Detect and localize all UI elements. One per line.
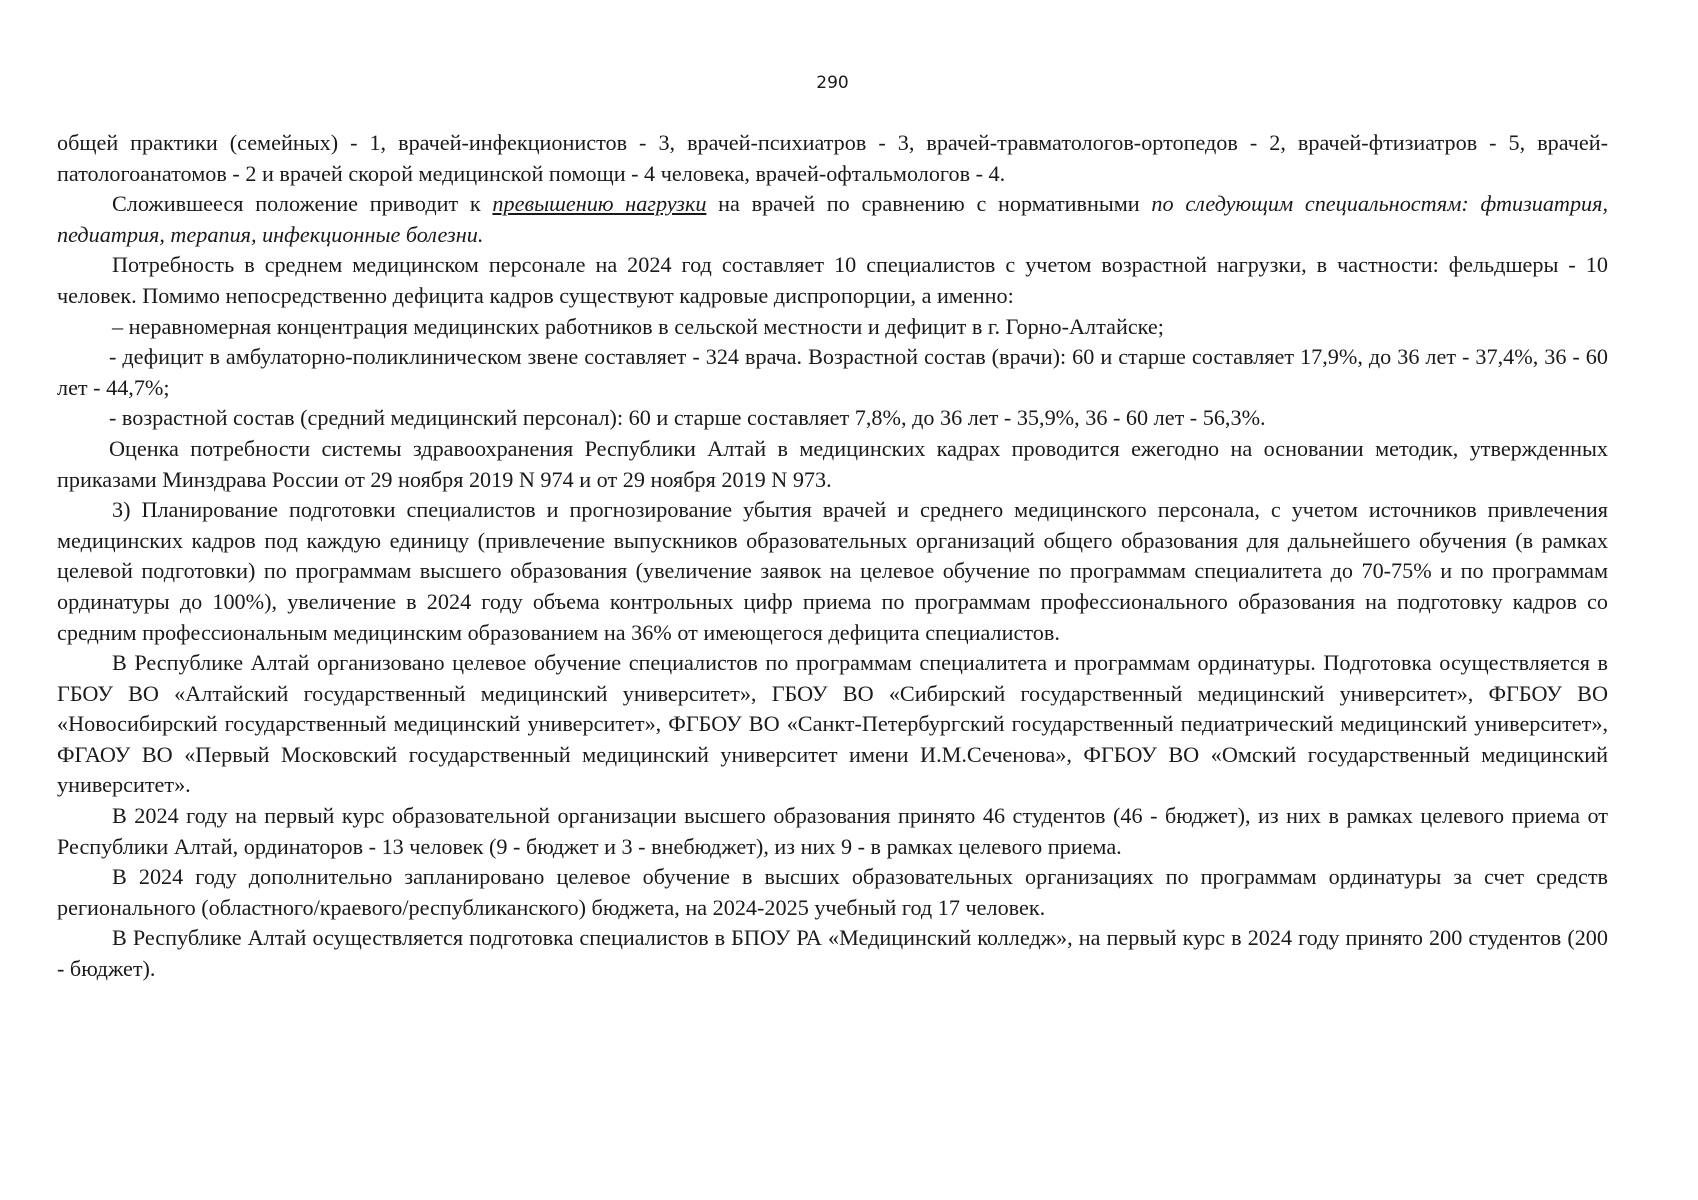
paragraph-nursing-need: Потребность в среднем медицинском персонале на 2024 год составляет 10 специалистов с учетом возрастной нагрузки, в частности: фельдшеры - 10 человек. Помимо непосредственно дефицита кадров существуют кадровые диспропорции, а именно:	[57, 252, 1608, 308]
document-body	[57, 128, 1608, 985]
paragraph-workload	[57, 189, 1608, 250]
workload-text-start: Сложившееся положение приводит к	[112, 191, 493, 217]
paragraph-doctor-deficit: - дефицит в амбулаторно-поликлиническом звене составляет - 324 врача. Возрастной состав (врачи): 60 и старше составляет 17,9%, до 36 лет - 37,4%, 36 - 60 лет - 44,7%;	[57, 344, 1608, 400]
paragraph-rural-concentration: – неравномерная концентрация медицинских работников в сельской местности и дефицит в г. Горно-Алтайске;	[112, 313, 1164, 339]
paragraph-needs-assessment: Оценка потребности системы здравоохранения Республики Алтай в медицинских кадрах проводится ежегодно на основании методик, утвержденных приказами Минздрава России от 29 ноября 2019 N 974 и от 29 ноября 2019 N 973.	[57, 435, 1608, 492]
paragraph-specialists-continued: общей практики (семейных) - 1, врачей-инфекционистов - 3, врачей-психиатров - 3, врачей-травматологов-ортопедов - 2, врачей-фтизиатров - 5, врачей-патологоанатомов - 2 и врачей скорой медицинской помощи - 4 человека, врачей-офтальмологов - 4.	[57, 130, 1608, 186]
paragraph-residency-plan: В 2024 году дополнительно запланировано целевое обучение в высших образовательных организациях по программам ординатуры за счет средств регионального (областного/краевого/республиканского) бюджета, на 2024-2025 учебный год 17 человек.	[57, 864, 1608, 920]
workload-text-middle: на врачей по сравнению с нормативными	[706, 191, 1152, 217]
workload-emphasis: превышению нагрузки	[492, 191, 707, 217]
paragraph-medical-college: В Республике Алтай осуществляется подготовка специалистов в БПОУ РА «Медицинский колледж», на первый курс в 2024 году принято 200 студентов (200 - бюджет).	[57, 925, 1608, 982]
workload-specialties: по следующим специальностям: фтизиатрия, педиатрия, терапия, инфекционные болезни.	[57, 191, 1609, 247]
paragraph-training-planning: 3) Планирование подготовки специалистов и прогнозирование убытия врачей и среднего медицинского персонала, с учетом источников привлечения медицинских кадров под каждую единицу (привлечение выпускников образовательных организаций общего образования для дальнейшего обучения (в рамках целевой подготовки) по программам высшего образования (увеличение заявок на целевое обучение по программам специалитета до 70-75% и по программам ординатуры до 100%), увеличение в 2024 году объема контрольных цифр приема по программам профессионального образования на подготовку кадров со средним профессиональным медицинским образованием на 36% от имеющегося дефицита специалистов.	[57, 497, 1608, 645]
paragraph-nurse-age: - возрастной состав (средний медицинский персонал): 60 и старше составляет 7,8%, до 36 лет - 35,9%, 36 - 60 лет - 56,3%.	[109, 405, 1266, 431]
paragraph-targeted-training: В Республике Алтай организовано целевое обучение специалистов по программам специалитета и программам ординатуры. Подготовка осуществляется в ГБОУ ВО «Алтайский государственный медицинский университет», ГБОУ ВО «Сибирский государственный медицинский университет», ФГБОУ ВО «Новосибирский государственный медицинский университет», ФГБОУ ВО «Санкт-Петербургский государственный педиатрический медицинский университет», ФГАОУ ВО «Первый Московский государственный медицинский университет имени И.М.Сеченова», ФГБОУ ВО «Омский государственный медицинский университет».	[57, 650, 1608, 798]
page-number: 290	[816, 73, 849, 93]
paragraph-first-year-admission: В 2024 году на первый курс образовательной организации высшего образования принято 46 студентов (46 - бюджет), из них в рамках целевого приема от Республики Алтай, ординаторов - 13 человек (9 - бюджет и 3 - внебюджет), из них 9 - в рамках целевого приема.	[57, 803, 1608, 859]
